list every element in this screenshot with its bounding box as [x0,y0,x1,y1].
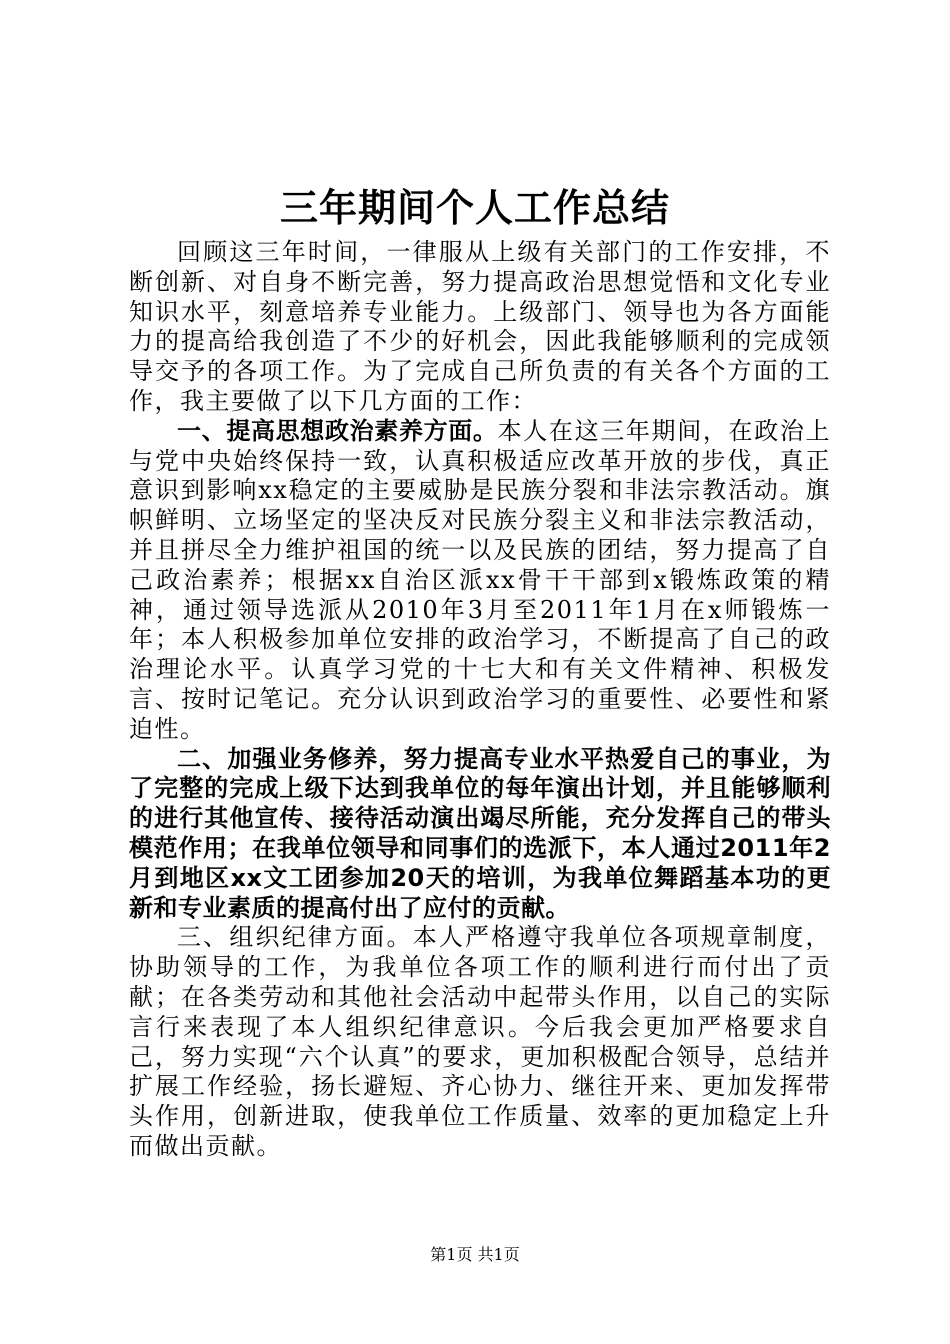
section-3-heading: 三、组织纪律方面。 [177,923,413,952]
section-2-paragraph: 二、加强业务修养，努力提高专业水平热爱自己的事业，为了完整的完成上级下达到我单位的每年演出计划，并且能够顺利的进行其他宣传、接待活动演出竭尽所能，充分发挥自己的带头模范作用；在我单位领导和同事们的选派下，本人通过2011年2月到地区xx文工团参加20天的培训，为我单位舞蹈基本功的更新和专业素质的提高付出了应付的贡献。 [129,744,831,922]
page-number-footer: 第1页 共1页 [430,1245,520,1264]
section-1-text: 本人在这三年期间，在政治上与党中央始终保持一致，认真积极适应改革开放的步伐，真正意识到影响xx稳定的主要威胁是民族分裂和非法宗教活动。旗帜鲜明、立场坚定的坚决反对民族分裂主义和非法宗教活动，并且拼尽全力维护祖国的统一以及民族的团结，努力提高了自己政治素养；根据xx自治区派xx骨干干部到x锻炼政策的精神，通过领导选派从2010年3月至2011年1月在x师锻炼一年；本人积极参加单位安排的政治学习，不断提高了自己的政治理论水平。认真学习党的十七大和有关文件精神、积极发言、按时记笔记。充分认识到政治学习的重要性、必要性和紧迫性。 [129,416,832,743]
section-3-paragraph [129,923,831,1161]
section-3-text: 本人严格遵守我单位各项规章制度，协助领导的工作，为我单位各项工作的顺利进行而付出了贡献；在各类劳动和其他社会活动中起带头作用，以自己的实际言行来表现了本人组织纪律意识。今后我会更加严格要求自己，努力实现“六个认真”的要求，更加积极配合领导，总结并扩展工作经验，扬长避短、齐心协力、继往开来、更加发挥带头作用，创新进取，使我单位工作质量、效率的更加稳定上升而做出贡献。 [129,923,831,1160]
section-1-paragraph [129,417,831,745]
intro-paragraph: 回顾这三年时间，一律服从上级有关部门的工作安排，不断创新、对自身不断完善，努力提高政治思想觉悟和文化专业知识水平，刻意培养专业能力。上级部门、领导也为各方面能力的提高给我创造了不少的好机会，因此我能够顺利的完成领导交予的各项工作。为了完成自己所负责的有关各个方面的工作，我主要做了以下几方面的工作： [129,238,831,415]
document-title: 三年期间个人工作总结 [279,186,670,230]
section-1-heading: 一、提高思想政治素养方面。 [177,416,498,445]
document-body [129,238,831,1162]
